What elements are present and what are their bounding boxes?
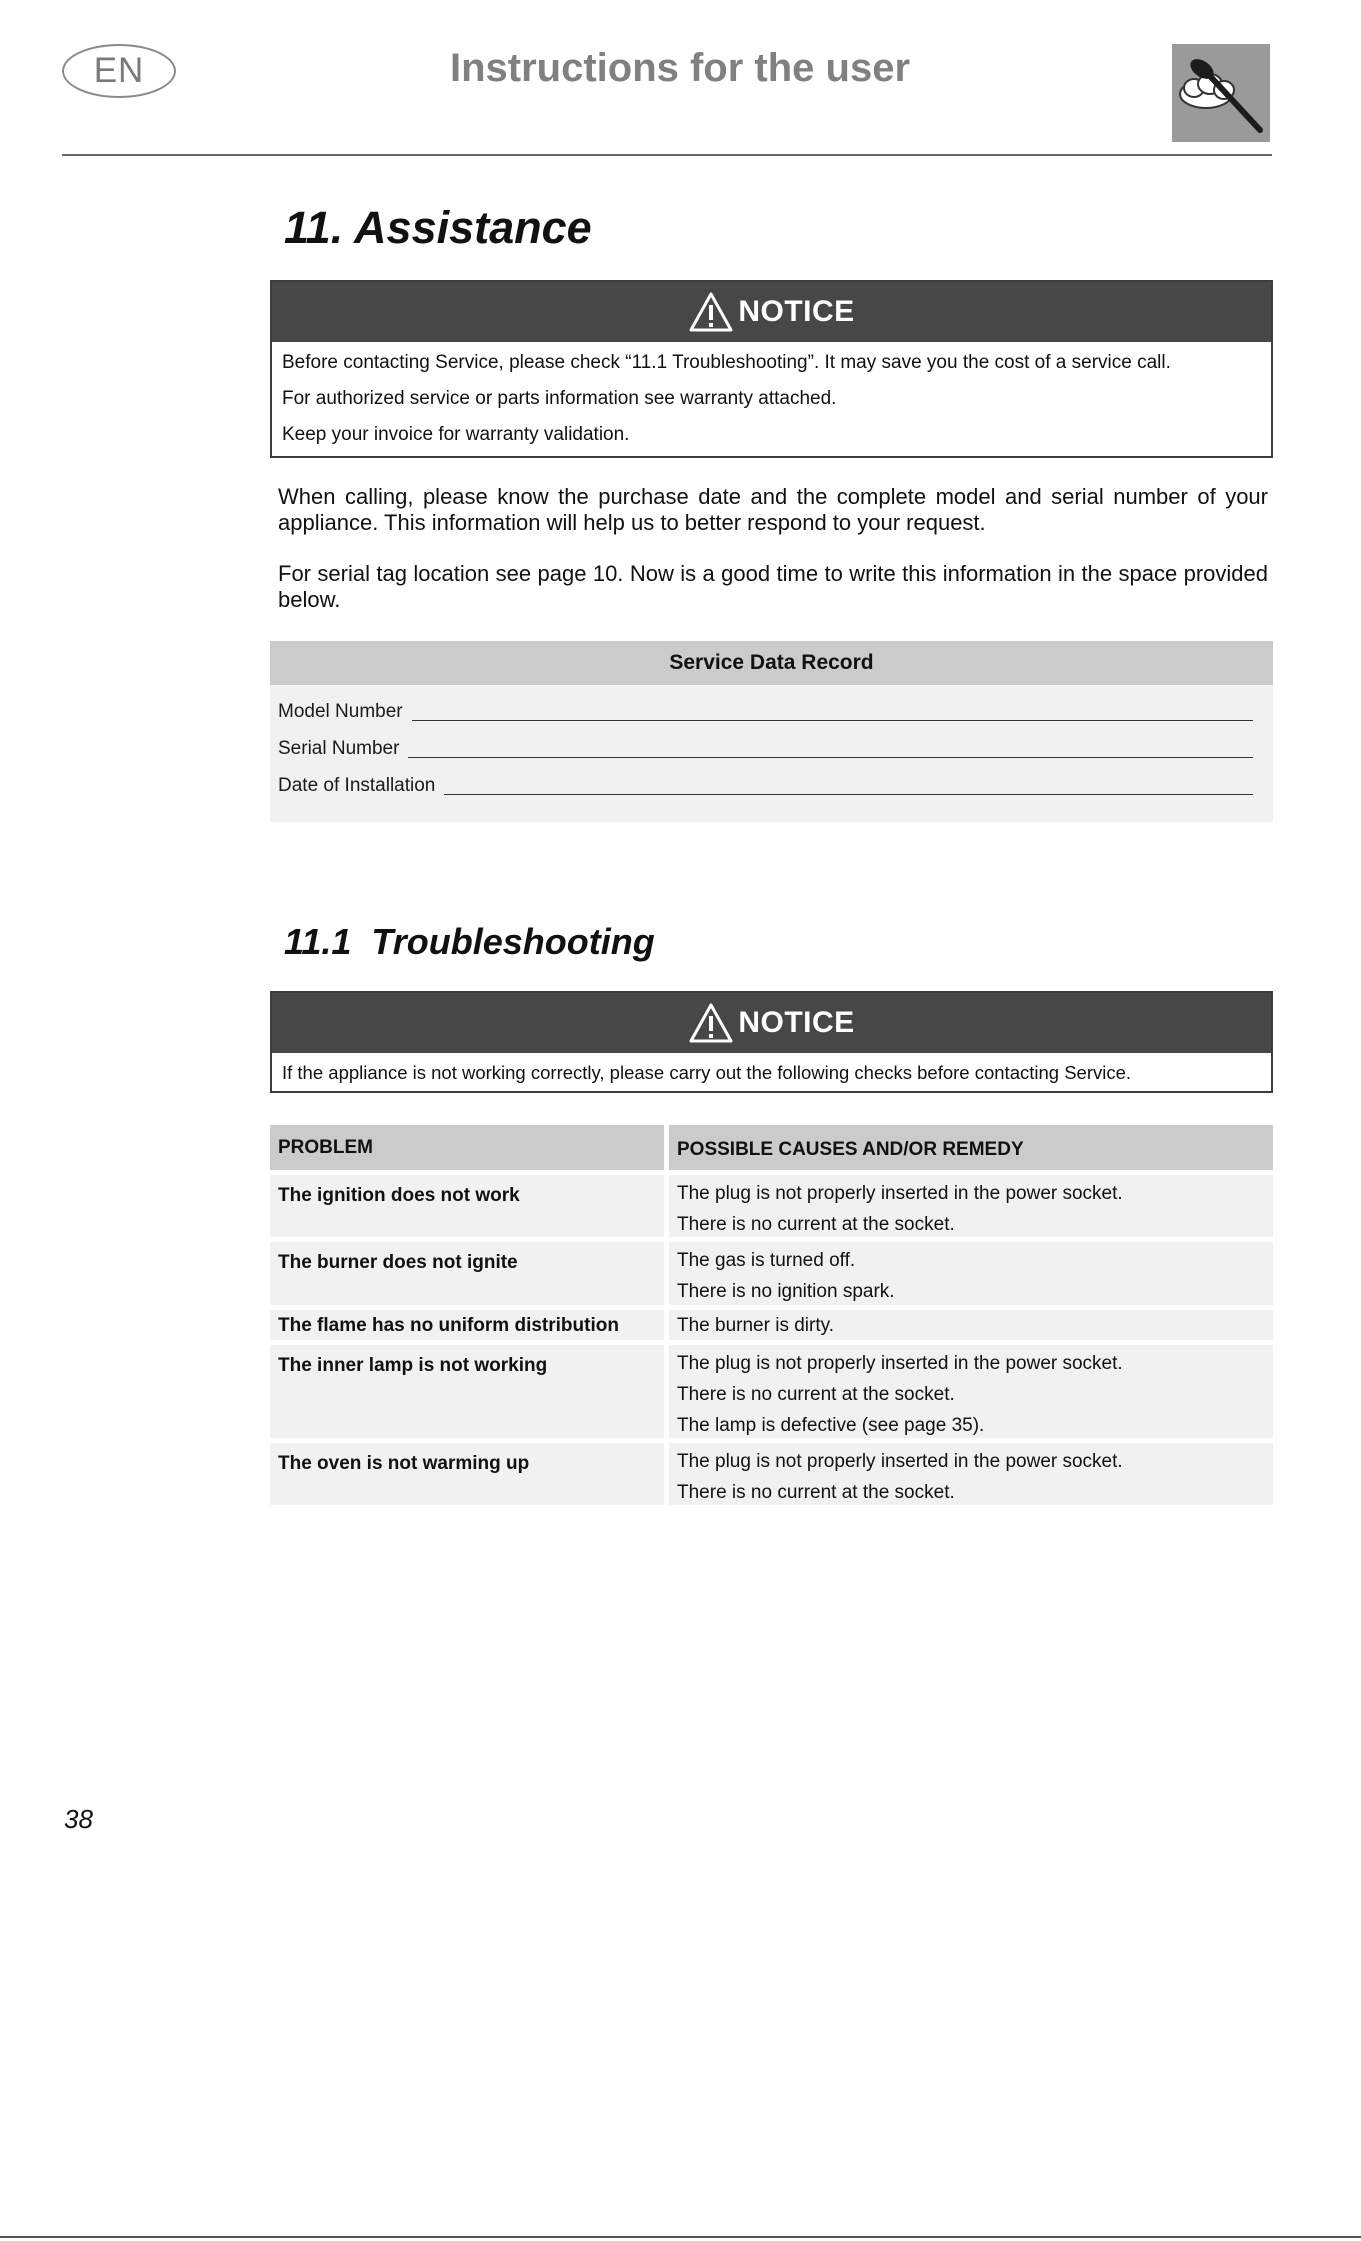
notice-line: Keep your invoice for warranty validation. — [282, 424, 630, 445]
causes-cell: The plug is not properly inserted in the power socket. There is no current at the socket. The lamp is defective (see page 35). — [669, 1345, 1273, 1438]
causes-cell: The burner is dirty. — [669, 1310, 1273, 1340]
notice-header — [272, 282, 1271, 342]
problem-cell: The flame has no uniform distribution — [270, 1310, 664, 1340]
record-field-label: Model Number — [278, 701, 403, 722]
spoon-chef-hat-icon — [1172, 44, 1270, 142]
header-divider — [62, 154, 1272, 156]
notice-line: If the appliance is not working correctly, please carry out the following checks before contacting Service. — [282, 1062, 1132, 1083]
warning-icon — [688, 1002, 734, 1044]
language-badge: EN — [62, 44, 176, 98]
problem-cell: The burner does not ignite — [270, 1242, 664, 1305]
causes-cell: The gas is turned off. There is no ignition spark. — [669, 1242, 1273, 1305]
record-field-serial[interactable] — [270, 730, 1273, 767]
page-number: 38 — [64, 1804, 93, 1834]
notice-line: For authorized service or parts information see warranty attached. — [282, 388, 837, 409]
service-data-record — [270, 641, 1273, 822]
notice-box-assistance — [270, 280, 1273, 458]
column-header-causes: POSSIBLE CAUSES AND/OR REMEDY — [669, 1125, 1273, 1170]
notice-line: Before contacting Service, please check “11.1 Troubleshooting”. It may save you the cost of a service call. — [282, 352, 1171, 373]
table-row — [270, 1310, 1273, 1340]
table-row — [270, 1242, 1273, 1305]
section-heading-assistance: 11. Assistance — [284, 202, 592, 253]
causes-cell: The plug is not properly inserted in the power socket. There is no current at the socket. — [669, 1175, 1273, 1237]
column-header-problem: PROBLEM — [270, 1125, 664, 1170]
record-field-label: Serial Number — [278, 738, 400, 759]
notice-header — [272, 993, 1271, 1053]
record-field-installation-date[interactable] — [270, 767, 1273, 804]
calling-paragraph: When calling, please know the purchase date and the complete model and serial number of your appliance. This information will help us to better respond to your request. — [278, 484, 1268, 535]
table-header-row — [270, 1125, 1273, 1170]
problem-cell: The ignition does not work — [270, 1175, 664, 1237]
troubleshooting-table — [270, 1125, 1273, 1505]
notice-label: NOTICE — [738, 295, 855, 328]
notice-box-troubleshooting — [270, 991, 1273, 1093]
warning-icon — [688, 291, 734, 333]
table-row — [270, 1443, 1273, 1505]
write-in-line — [412, 720, 1253, 721]
problem-cell: The oven is not warming up — [270, 1443, 664, 1505]
notice-label: NOTICE — [738, 1006, 855, 1039]
record-title: Service Data Record — [270, 641, 1273, 685]
write-in-line — [408, 757, 1253, 758]
section-heading-troubleshooting: 11.1 Troubleshooting — [284, 921, 655, 962]
bottom-divider — [0, 2236, 1361, 2238]
table-row — [270, 1175, 1273, 1237]
problem-cell: The inner lamp is not working — [270, 1345, 664, 1438]
document-title: Instructions for the user — [449, 46, 911, 90]
causes-cell: The plug is not properly inserted in the power socket. There is no current at the socket. — [669, 1443, 1273, 1505]
write-in-line — [444, 794, 1253, 795]
record-field-model[interactable] — [270, 693, 1273, 730]
serial-tag-paragraph: For serial tag location see page 10. Now is a good time to write this information in the space provided below. — [278, 561, 1268, 612]
record-field-label: Date of Installation — [278, 775, 436, 796]
table-row — [270, 1345, 1273, 1438]
